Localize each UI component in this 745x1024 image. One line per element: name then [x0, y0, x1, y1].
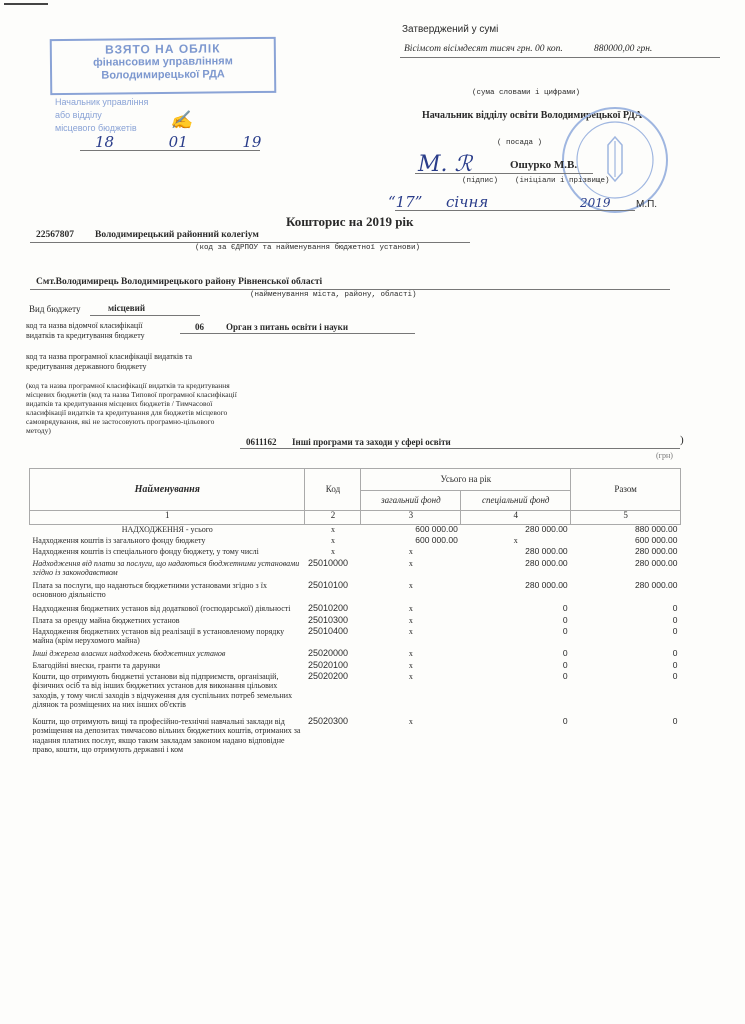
cell-special: 0	[562, 602, 568, 613]
stamp-signature: ✍	[170, 110, 193, 131]
amount-words: Вісімсот вісімдесят тисяч грн. 00 коп.	[404, 44, 563, 54]
table-row	[30, 604, 681, 616]
director-name: Ошурко М.В.	[510, 159, 578, 171]
cell-name: Плата за оренду майна бюджетних установ	[32, 615, 180, 625]
currency-label: (грн)	[656, 451, 673, 460]
registration-stamp	[50, 37, 277, 95]
table-row	[30, 559, 681, 581]
cell-special: 0	[562, 647, 568, 658]
city-caption: (найменування міста, району, області)	[250, 291, 417, 299]
cell-general: x	[408, 615, 413, 625]
cell-name: НАДХОДЖЕННЯ - усього	[121, 525, 213, 534]
stamp-date-year: 19	[242, 133, 262, 151]
stamp-title: ВЗЯТО НА ОБЛІК	[105, 41, 221, 57]
cell-total: 600 000.00	[634, 534, 678, 545]
cell-code: x	[330, 546, 335, 556]
cell-general: x	[408, 546, 413, 556]
cell-code: x	[330, 525, 335, 534]
cell-code: 25020100	[307, 659, 349, 670]
cell-name: Інші джерела власних надходжень бюджетних установ	[32, 648, 226, 658]
budget-table	[29, 468, 681, 767]
cell-special: 280 000.00	[525, 545, 568, 556]
cell-total: 0	[672, 647, 678, 658]
header-general: загальний фонд	[361, 491, 461, 511]
stamp-line2: фінансовим управлінням	[93, 55, 233, 69]
header-total: Разом	[571, 469, 681, 511]
approval-year: 2019	[580, 196, 611, 210]
cell-name: Кошти, що отримують бюджетні установи від підприємств, організацій, фізичних осіб та від інших бюджетних установ для виконання цільових заходів, у тому числі заходів з відчуження для суспільних потреб земельних ділянок та розміщених на них інших об'єктів	[32, 671, 293, 709]
budget-type-value: місцевий	[108, 303, 146, 313]
dept-label: код та назва відомчої класифікації видатків та кредитування бюджету	[26, 321, 145, 340]
cell-total: 280 000.00	[634, 557, 678, 568]
city: Смт.Володимирець Володимирецького району Рівненської області	[36, 277, 323, 287]
program-name: Інші програми та заходи у сфері освіти	[292, 437, 451, 447]
table-row	[30, 536, 681, 547]
cell-name: Надходження коштів із загального фонду бюджету	[32, 535, 206, 545]
cell-total: 280 000.00	[634, 545, 678, 556]
cell-code: 25020000	[307, 647, 349, 658]
amount-line	[400, 57, 720, 58]
header-special: спеціальний фонд	[461, 491, 571, 511]
cell-code: 25020200	[307, 670, 349, 681]
budget-type-label: Вид бюджету	[29, 304, 81, 314]
approval-signature: М. ℛ	[418, 152, 473, 177]
cell-total: 280 000.00	[634, 579, 678, 590]
program-state-label: код та назва програмної класифікації видатків та кредитування державного бюджету	[26, 352, 193, 371]
table-row	[30, 581, 681, 604]
cell-special: 0	[562, 670, 568, 681]
cell-general: x	[408, 671, 413, 681]
cell-general: x	[408, 558, 413, 568]
cell-total: 0	[672, 715, 678, 726]
signature-caption: (підпис)	[462, 177, 499, 185]
table-row	[30, 525, 681, 536]
cell-special: 0	[562, 625, 568, 636]
cell-name: Кошти, що отримують вищі та професійно-технічні навчальні заклади від розміщення на депозитах тимчасово вільних бюджетних коштів, отриманих за надання платних послуг, якщо таким закладам законом надано відповідне право, кошти, що отримують державні і ком	[32, 716, 301, 754]
header-name: Найменування	[30, 469, 305, 511]
approval-date-month: січня	[445, 193, 489, 211]
cell-total: 0	[672, 659, 678, 670]
institution-line	[30, 242, 470, 243]
cell-special: 280 000.00	[525, 524, 568, 534]
cell-special: x	[513, 535, 518, 545]
amount-digits: 880000,00 грн.	[594, 44, 653, 54]
cell-general: x	[408, 603, 413, 613]
stamp-line3: Володимирецької РДА	[101, 68, 225, 82]
cell-name: Благодійні внески, гранти та дарунки	[32, 660, 160, 670]
table-row	[30, 627, 681, 649]
table-body	[30, 525, 681, 767]
cell-code: x	[330, 535, 335, 545]
corner-mark	[4, 3, 48, 5]
stamp-sub3: місцевого бюджетів	[55, 123, 137, 133]
cell-total: 0	[672, 614, 678, 625]
cell-general: x	[408, 648, 413, 658]
cell-general: x	[408, 626, 413, 636]
cell-general: 600 000.00	[415, 534, 458, 545]
cell-general: x	[408, 660, 413, 670]
dept-code: 06	[195, 322, 204, 332]
approval-date: “17” січня	[388, 193, 489, 211]
program-local-label: (код та назва програмної класифікації видатків та кредитування місцевих бюджетів (код та назва Типової програмної класифікації видатків та кредитування місцевих бюджетів / Тимчасової класифікації видатків та кредитування для бюджетів місцевого самоврядування, які не застосовують програмно-цільового методу)	[26, 381, 237, 435]
table-row	[30, 616, 681, 627]
amount-caption: (сума словами і цифрами)	[472, 89, 581, 97]
header-code: Код	[305, 469, 361, 511]
stamp-sub1: Начальник управління	[55, 97, 149, 107]
cell-special: 0	[562, 659, 568, 670]
cell-total: 0	[672, 625, 678, 636]
cell-total: 880 000.00	[634, 524, 678, 534]
program-line	[240, 448, 680, 449]
cell-code: 25010200	[307, 602, 349, 613]
institution-caption: (код за ЄДРПОУ та найменування бюджетної установи)	[195, 244, 421, 252]
cell-total: 0	[672, 602, 678, 613]
mp-label: М.П.	[636, 199, 658, 210]
table-row	[30, 547, 681, 559]
city-line	[30, 289, 670, 290]
date-line	[395, 210, 635, 211]
cell-name: Надходження бюджетних установ від реалізації в установленому порядку майна (крім нерухомого майна)	[32, 626, 285, 645]
position-caption: ( посада )	[497, 139, 543, 147]
edrpou-code: 22567807	[36, 230, 74, 240]
cell-total: 0	[672, 670, 678, 681]
col-number-4: 4	[461, 511, 571, 525]
stamp-date-day: 18	[95, 133, 115, 151]
cell-name: Плата за послуги, що надаються бюджетними установами згідно з їх основною діяльністю	[32, 580, 267, 599]
cell-code: 25010000	[307, 557, 349, 568]
cell-general: 600 000.00	[415, 524, 458, 534]
header-year-total: Усього на рік	[361, 469, 571, 491]
institution-name: Володимирецький районний колегіум	[95, 230, 259, 240]
col-number-3: 3	[361, 511, 461, 525]
cell-special: 280 000.00	[525, 557, 568, 568]
col-number-5: 5	[571, 511, 681, 525]
approval-date-day: 17	[395, 193, 415, 211]
table-row	[30, 672, 681, 717]
name-caption: (ініціали і прізвище)	[515, 177, 610, 185]
cell-name: Надходження від плати за послуги, що надаються бюджетними установами згідно із законодавством	[32, 558, 300, 577]
dept-name: Орган з питань освіти і науки	[226, 322, 349, 332]
cell-name: Надходження бюджетних установ від додаткової (господарської) діяльності	[32, 603, 291, 613]
col-number-2: 2	[305, 511, 361, 525]
cell-code: 25010100	[307, 579, 349, 590]
stamp-date-month: 01	[168, 133, 188, 151]
position: Начальник відділу освіти Володимирецької РДА	[421, 110, 643, 121]
stamp-subtext	[55, 96, 148, 135]
cell-special: 280 000.00	[525, 579, 568, 590]
cell-special: 0	[562, 715, 568, 726]
program-code: 0611162	[246, 437, 277, 447]
dept-line	[180, 333, 415, 334]
cell-code: 25010300	[307, 614, 349, 625]
cell-name: Надходження коштів із спеціального фонду бюджету, у тому числі	[32, 546, 259, 556]
table-row	[30, 717, 681, 767]
program-paren: )	[680, 434, 684, 446]
stamp-sub2: або відділу	[55, 110, 102, 120]
stamp-date	[95, 133, 261, 151]
table-row	[30, 661, 681, 672]
document-title: Кошторис на 2019 рік	[286, 214, 414, 229]
cell-general: x	[408, 580, 413, 590]
cell-general: x	[408, 716, 413, 726]
approved-label: Затверджений у сумі	[402, 24, 499, 35]
cell-special: 0	[562, 614, 568, 625]
cell-code: 25010400	[307, 625, 349, 636]
budget-type-line	[90, 315, 200, 316]
cell-code: 25020300	[307, 715, 349, 726]
signature-line	[415, 173, 593, 174]
col-number-1: 1	[30, 511, 305, 525]
table-row	[30, 649, 681, 661]
stamp-date-line	[80, 150, 260, 151]
